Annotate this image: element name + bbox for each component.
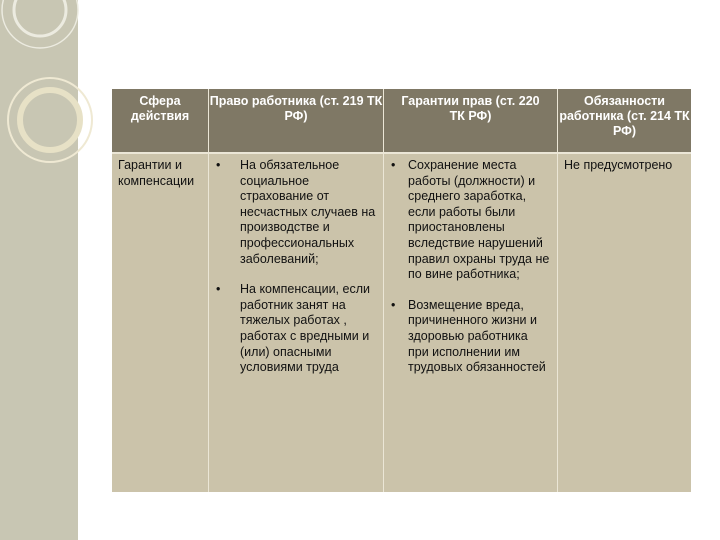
sphere-text: Гарантии и компенсации (118, 158, 195, 188)
header-sphere: Сфера действия (112, 89, 208, 152)
bullet: • (216, 282, 221, 297)
bullet: • (391, 158, 396, 172)
right-item-text: На обязательное социальное страхование от несчастных случаев на производстве и профессиональных заболеваний; (240, 158, 376, 266)
list-item (209, 282, 377, 376)
header-duties: Обязанности работника (ст. 214 ТК РФ) (558, 89, 691, 152)
cell-duties (558, 154, 691, 492)
labor-protection-table (112, 89, 691, 492)
list-item (209, 158, 377, 267)
list-item (384, 298, 551, 376)
right-item-text: На компенсации, если работник занят на тяжелых работах , работах с вредными и (или) опасными условиями труда (240, 282, 370, 375)
list-item (384, 158, 551, 283)
bullet: • (216, 158, 221, 172)
duties-text: Не предусмотрено (564, 158, 673, 172)
header-guarantees: Гарантии прав (ст. 220 ТК РФ) (384, 89, 557, 152)
bullet: • (391, 297, 396, 312)
guarantee-item-text: Сохранение места работы (должности) и среднего заработка, если работы были приостановлены вследствие нарушений правил охраны труда не по вине работника; (408, 158, 550, 282)
header-worker-right: Право работника (ст. 219 ТК РФ) (209, 89, 383, 152)
decorative-circles (0, 0, 120, 200)
cell-sphere (112, 154, 208, 492)
guarantee-item-text: Возмещение вреда, причиненного жизни и здоровью работника при исполнении им трудовых обязанностей (408, 297, 546, 375)
cell-guarantees (384, 154, 557, 492)
cell-rights (209, 154, 383, 492)
